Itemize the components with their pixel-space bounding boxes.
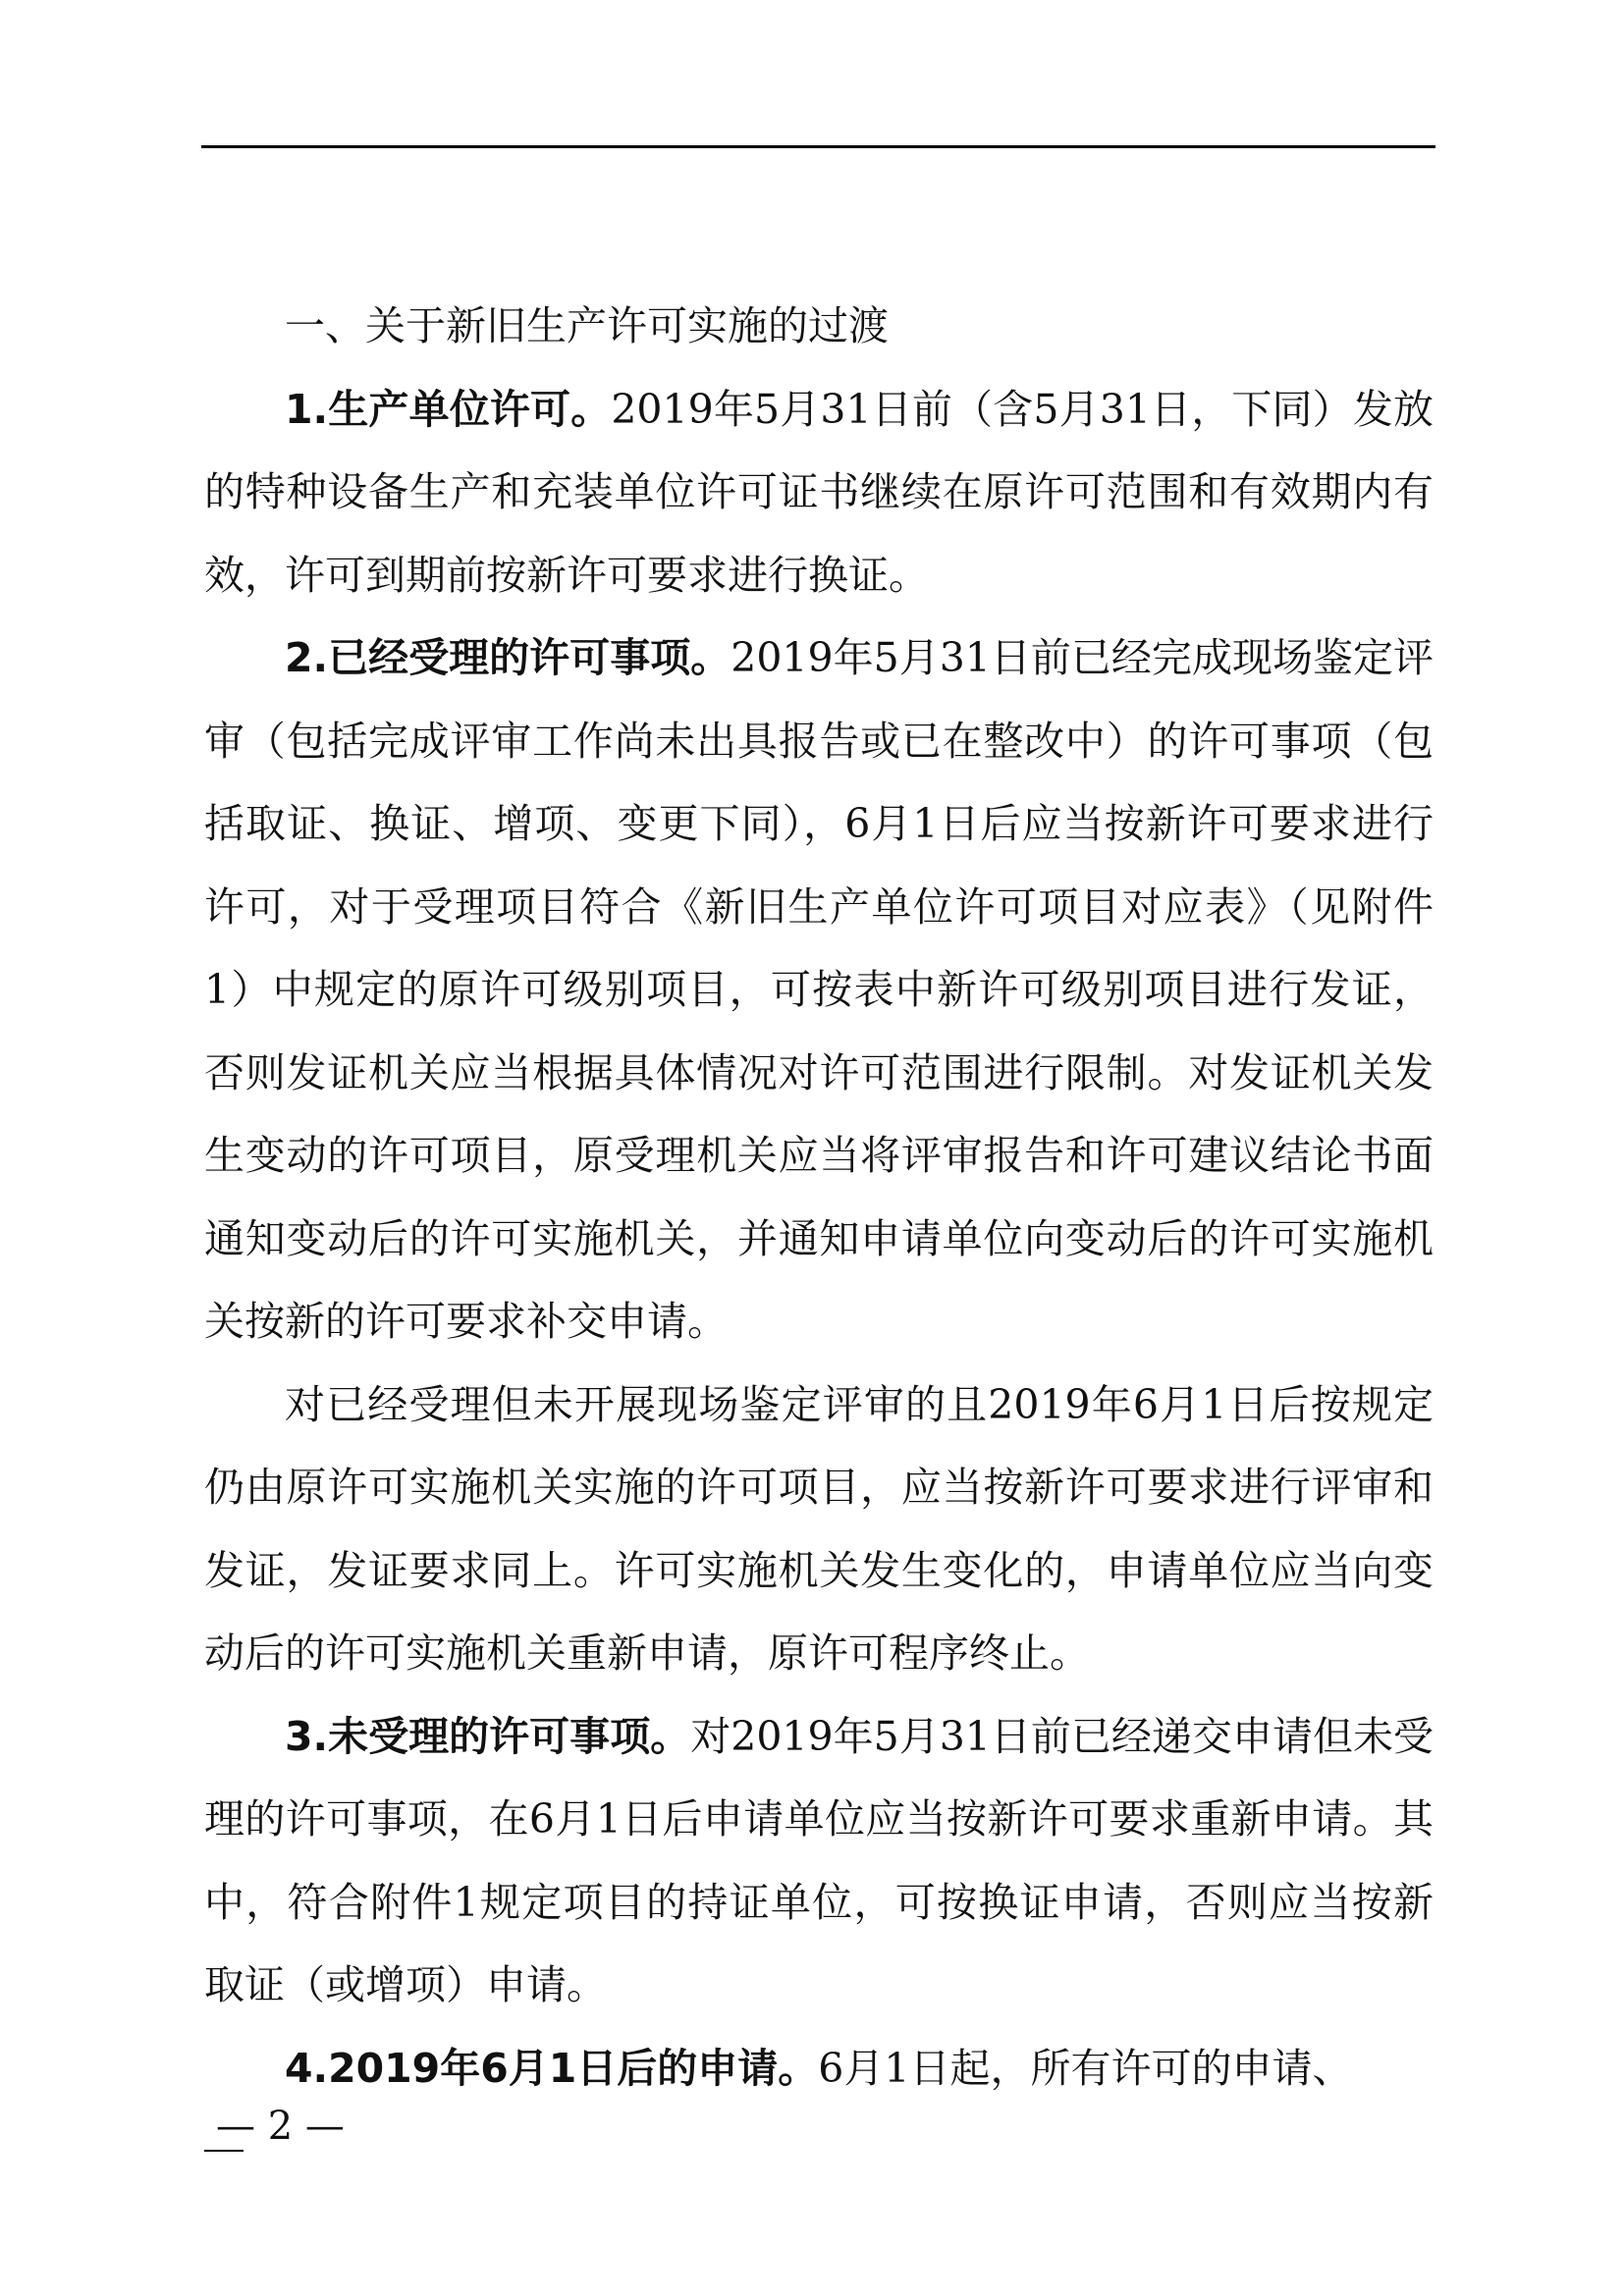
header-rule xyxy=(201,145,1435,148)
document-body xyxy=(204,285,1434,2109)
paragraph-applications-after-june xyxy=(204,2027,1434,2110)
paragraph-lead: 2.已经受理的许可事项。 xyxy=(285,634,731,681)
paragraph-unaccepted-items xyxy=(204,1695,1434,2027)
paragraph-text: 2019年5月31日前已经完成现场鉴定评审（包括完成评审工作尚未出具报告或已在整改中）的许可事项（包括取证、换证、增项、变更下同），6月1日后应当按新许可要求进行许可，对于受理项目符合《新旧生产单位许可项目对应表》（见附件1）中规定的原许可级别项目，可按表中新许可级别项目进行发证，否则发证机关应当根据具体情况对许可范围进行限制。对发证机关发生变动的许可项目，原受理机关应当将评审报告和许可建议结论书面通知变动后的许可实施机关，并通知申请单位向变动后的许可实施机关按新的许可要求补交申请。 xyxy=(204,634,1434,1345)
footer-underline xyxy=(204,2150,244,2152)
section-heading: 一、关于新旧生产许可实施的过渡 xyxy=(285,302,889,349)
paragraph-lead: 4.2019年6月1日后的申请。 xyxy=(285,2044,819,2092)
paragraph-text: 对已经受理但未开展现场鉴定评审的且2019年6月1日后按规定仍由原许可实施机关实施的许可项目，应当按新许可要求进行评审和发证，发证要求同上。许可实施机关发生变化的，申请单位应当向变动后的许可实施机关重新申请，原许可程序终止。 xyxy=(204,1380,1434,1677)
paragraph-lead: 3.未受理的许可事项。 xyxy=(285,1712,691,1760)
paragraph-text: 2019年5月31日前（含5月31日，下同）发放的特种设备生产和充装单位许可证书继续在原许可范围和有效期内有效，许可到期前按新许可要求进行换证。 xyxy=(204,385,1434,599)
paragraph-accepted-no-review xyxy=(204,1363,1434,1695)
paragraph-text: 对2019年5月31日前已经递交申请但未受理的许可事项，在6月1日后申请单位应当按新许可要求重新申请。其中，符合附件1规定项目的持证单位，可按换证申请，否则应当按新取证（或增项）申请。 xyxy=(204,1712,1434,2008)
paragraph-production-license xyxy=(204,368,1434,617)
page-number: — 2 — xyxy=(216,2104,345,2149)
paragraph-lead: 1.生产单位许可。 xyxy=(285,385,612,433)
paragraph-accepted-items xyxy=(204,616,1434,1363)
paragraph-text: 6月1日起，所有许可的申请、 xyxy=(818,2044,1353,2092)
